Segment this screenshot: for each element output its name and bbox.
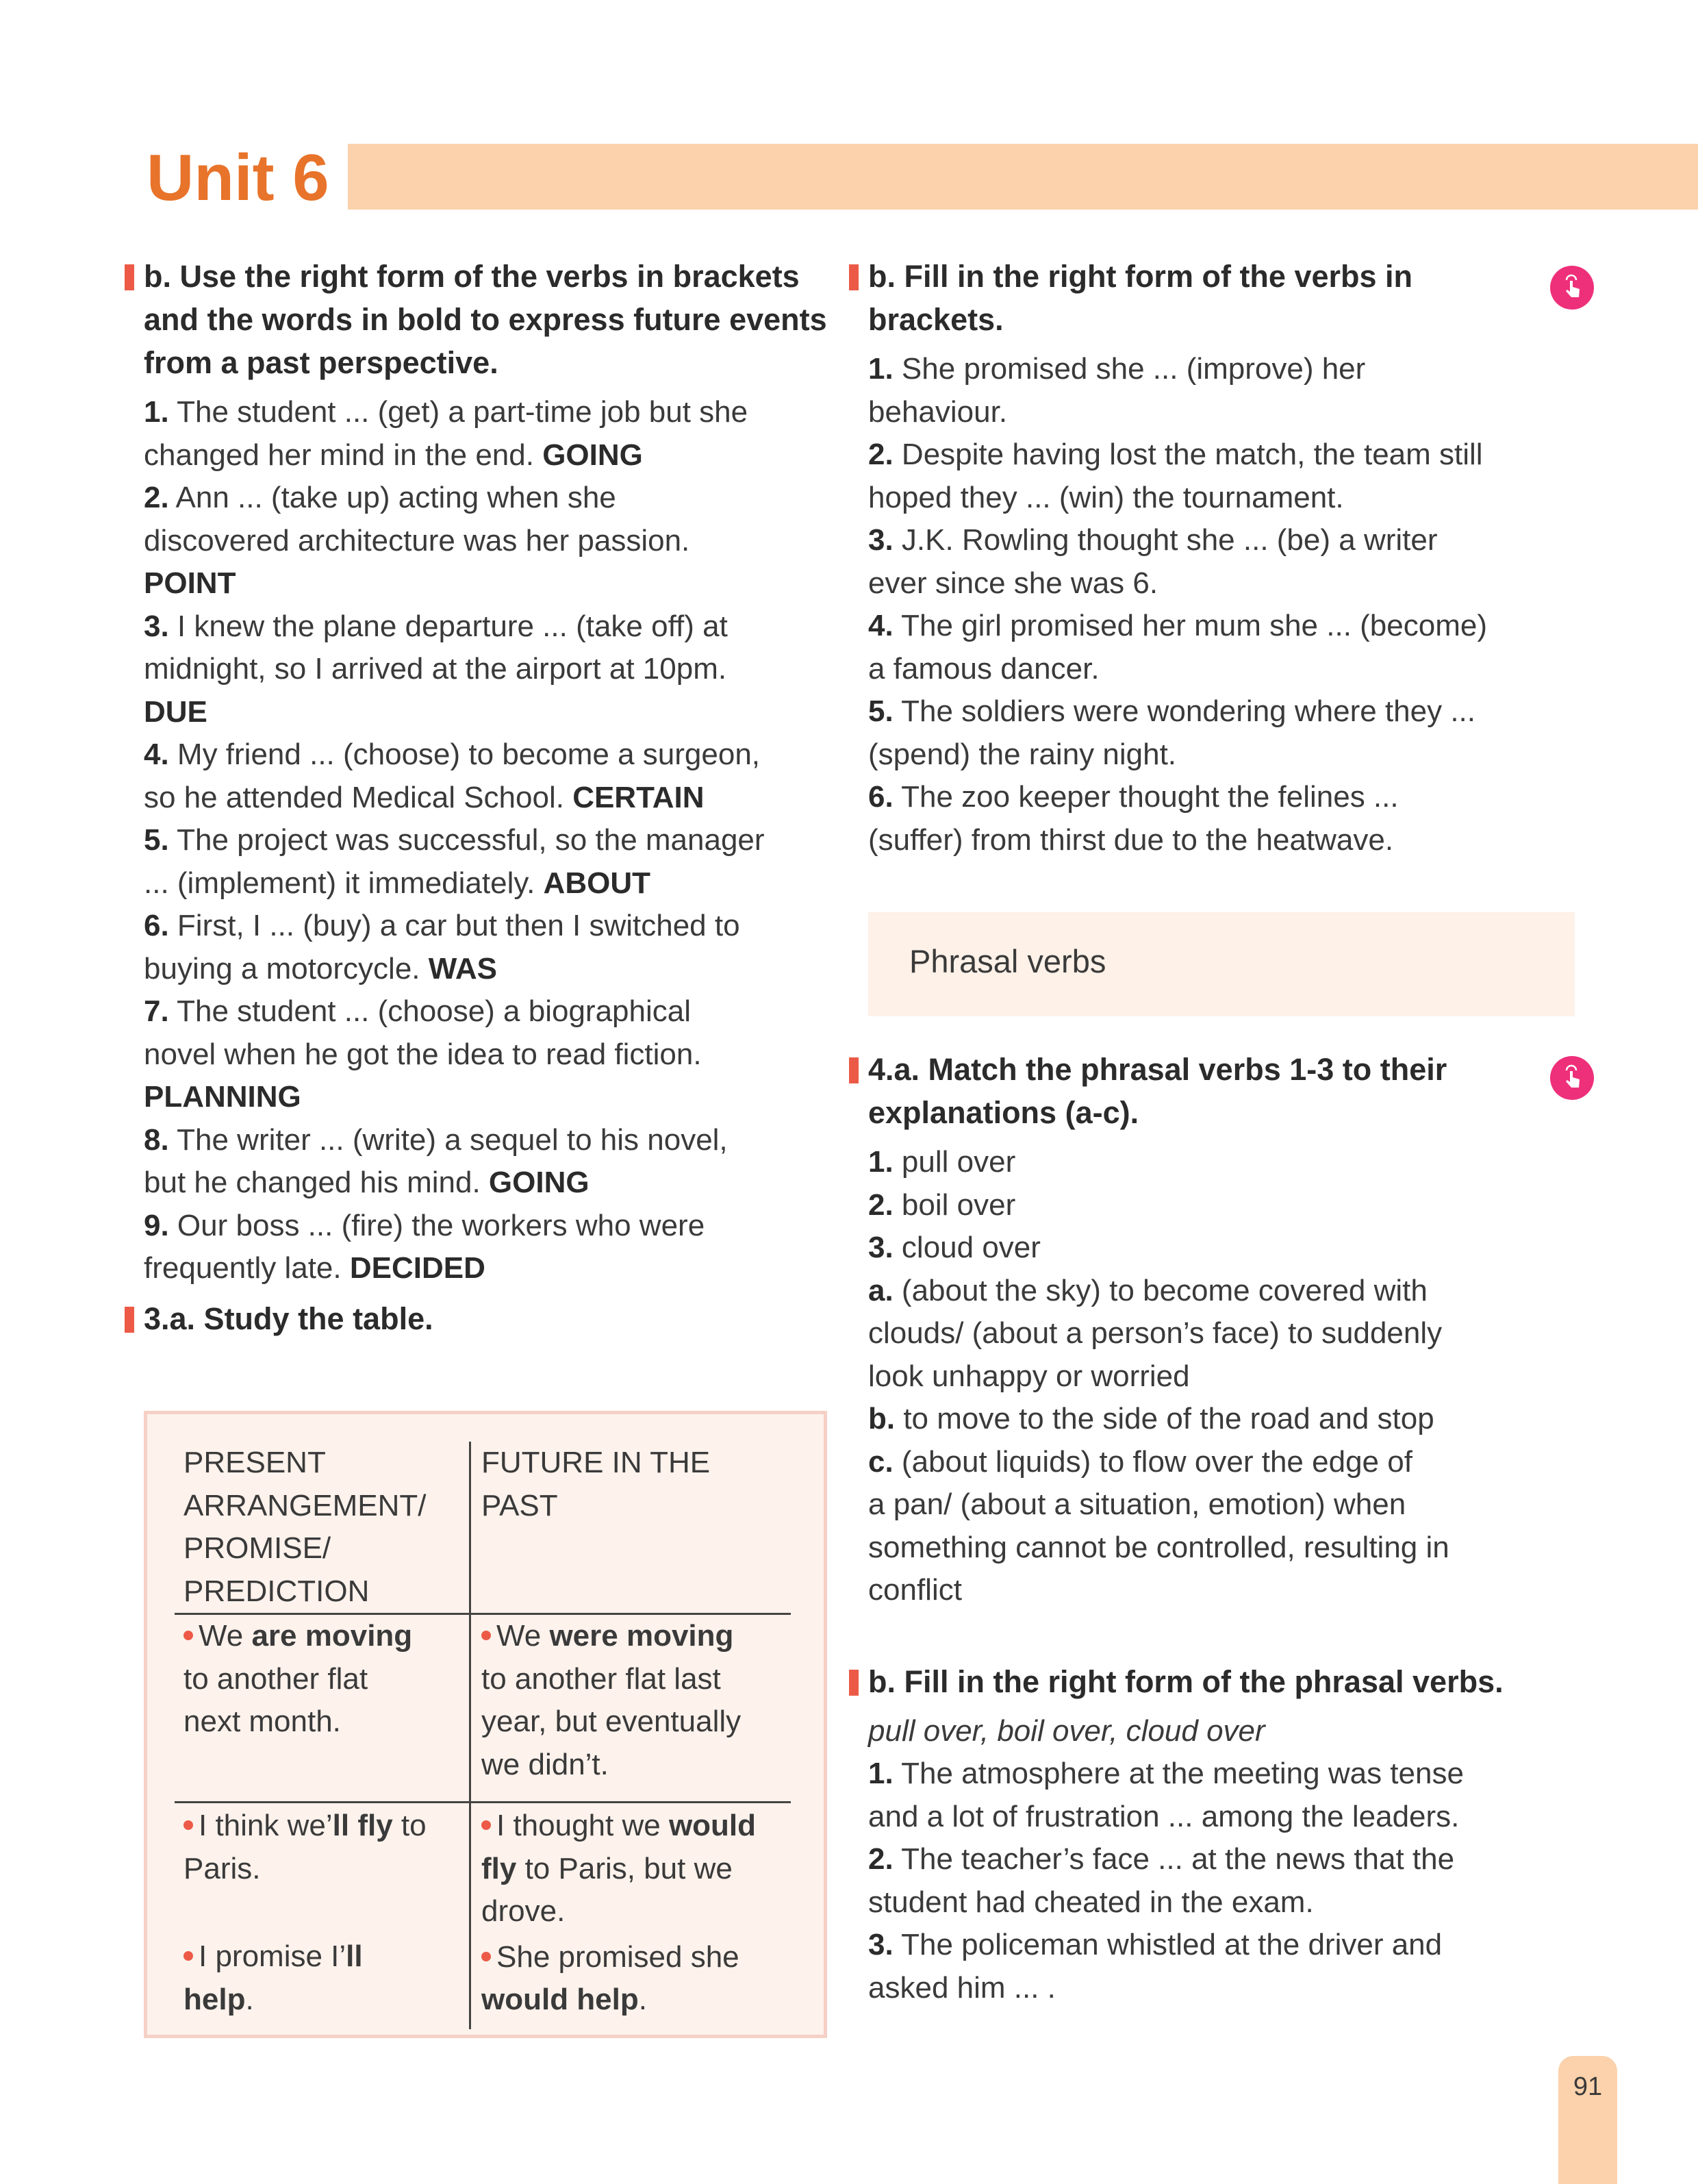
item-text: J.K. Rowling thought she ... (be) a writer [893,523,1438,557]
item-number: 3. [868,523,894,557]
touch-icon-glyph [1558,1064,1586,1092]
table-grid [175,1442,791,2029]
keyword: DECIDED [349,1251,485,1285]
exercise-line [144,562,835,605]
phrasal-verbs-box [868,912,1575,1016]
exercise-line [144,862,835,905]
table-cell [175,1615,471,1801]
exercise-3a-heading: 3.a. Study the table. [144,1297,835,1340]
exercise-line [868,819,1573,862]
cell-text: We [199,1619,252,1653]
item-text: The soldiers were wondering where they ... [893,694,1475,728]
exercise-line [868,1398,1573,1441]
cell-text: I think we’ [199,1809,333,1842]
header-present-line: PROMISE/ [183,1531,331,1565]
exercise-line [868,1967,1573,2010]
keyword: POINT [144,566,236,600]
cell-bold: ll fly [332,1809,393,1842]
exercise-b-fill-heading: b. Fill in the right form of the verbs in brackets. [868,255,1484,341]
header-present-line: PRESENT [183,1446,326,1479]
item-text: (suffer) from thirst due to the heatwave. [868,823,1394,857]
item-number: 7. [144,994,169,1028]
keyword: PLANNING [144,1080,301,1114]
table-row [175,1803,791,2029]
cell-text: to another flat [183,1661,368,1696]
page-number: 91 [1573,2072,1603,2101]
exercise-line [144,948,835,991]
item-text: (about the sky) to become covered with [893,1273,1428,1307]
item-text: so he attended Medical School. [144,780,573,814]
item-number: b. [868,1402,896,1435]
exercise-line [868,1270,1573,1313]
item-text: The student ... (choose) a biographical [168,994,692,1028]
item-number: 1. [144,395,169,429]
keyword: DUE [144,694,207,729]
item-text: behaviour. [868,394,1008,429]
touch-icon[interactable] [1550,1056,1594,1100]
item-text: The teacher’s face ... at the news that the [893,1842,1455,1876]
item-text: novel when he got the idea to read fiction. [144,1037,702,1071]
header-future-line: FUTURE IN THE [481,1446,711,1479]
table-header-row [175,1442,791,1613]
touch-icon-glyph [1558,274,1586,301]
exercise-line [868,1441,1573,1484]
item-text: midnight, so I arrived at the airport at 10pm. [144,652,727,686]
item-text: The atmosphere at the meeting was tense [893,1757,1464,1790]
cell-text: year, but eventually [481,1705,742,1738]
item-number: 6. [144,909,169,942]
exercise-line [868,1881,1573,1924]
exercise-line [868,1924,1573,1967]
item-number: 4. [144,738,169,771]
exercise-line [144,520,835,563]
exercise-line [144,905,835,948]
item-text: frequently late. [144,1251,350,1285]
unit-header-band [348,144,1698,210]
exercise-line [868,1355,1573,1398]
item-text: hoped they ... (win) the tournament. [868,480,1344,514]
cell-bold: were moving [549,1619,734,1653]
left-column [144,255,835,1347]
item-number: 1. [868,1145,894,1179]
item-text: The girl promised her mum she ... (become) [893,609,1487,642]
right-column [868,255,1573,862]
cell-text: next month. [183,1705,341,1738]
cell-bold: would [668,1809,757,1842]
cell-text: I promise I’ [199,1940,346,1973]
keyword: GOING [488,1166,590,1199]
item-text: a famous dancer. [868,651,1100,686]
header-present-line: ARRANGEMENT/ [183,1488,427,1522]
cell-text: to [392,1809,427,1842]
table-cell [175,1803,471,2029]
item-text: Ann ... (take up) acting when she [168,481,616,514]
keyword: GOING [542,438,643,472]
exercise-line [868,391,1573,434]
item-text: The policeman whistled at the driver and [893,1928,1443,1961]
item-text: The zoo keeper thought the felines ... [893,780,1399,814]
item-text: something cannot be controlled, resulting in [868,1530,1449,1564]
item-text: cloud over [893,1231,1041,1264]
item-number: 3. [144,609,169,643]
exercise-b-lines [144,391,835,1290]
exercise-line [868,648,1573,691]
exercise-4a-heading: 4.a. Match the phrasal verbs 1-3 to their explanations (a-c). [868,1048,1525,1134]
keyword: ABOUT [543,866,650,900]
exercise-4-block [868,1048,1573,2009]
table-cell [471,1803,791,2029]
cell-bold: are moving [251,1619,413,1653]
item-number: 2. [868,1842,894,1876]
item-text: Despite having lost the match, the team still [893,438,1483,471]
exercise-line [144,1162,835,1205]
exercise-line [868,1227,1573,1270]
cell-bold: fly [481,1851,517,1885]
exercise-line [144,1076,835,1119]
exercise-line [868,434,1573,477]
bullet-dot [481,1952,491,1961]
item-text: look unhappy or worried [868,1359,1190,1393]
exercise-line [868,519,1573,562]
exercise-line [868,1796,1573,1839]
item-text: to move to the side of the road and stop [895,1402,1434,1435]
table-row [175,1615,791,1801]
item-text: The student ... (get) a part-time job but she [168,395,748,429]
exercise-b-heading: b. Use the right form of the verbs in brackets and the words in bold to express future events from a past perspective. [144,255,835,384]
cell-text: I thought we [496,1809,669,1842]
item-text: The writer ... (write) a sequel to his novel, [168,1122,728,1157]
header-future-line: PAST [481,1488,558,1522]
exercise-line [144,1205,835,1248]
exercise-line [868,1838,1573,1881]
exercise-line [144,434,835,477]
item-text: ever since she was 6. [868,566,1158,600]
item-number: 2. [144,481,169,514]
item-number: 1. [868,1757,894,1790]
cell-text: we didn’t. [481,1747,609,1781]
exercise-line [144,1033,835,1077]
item-text: changed her mind in the end. [144,438,543,472]
item-number: 1. [868,352,894,386]
item-number: 9. [144,1208,169,1242]
bullet-dot [183,1631,193,1640]
bullet-dot [183,1951,193,1961]
item-number: 3. [868,1231,894,1264]
header-present-cell [175,1442,471,1613]
exercise-line [868,1312,1573,1355]
item-text: student had cheated in the exam. [868,1885,1314,1919]
exercise-line [868,1527,1573,1570]
exercise-4a-lines [868,1141,1573,1612]
item-text: My friend ... (choose) to become a surgeon, [168,738,761,771]
item-text: discovered architecture was her passion. [144,523,690,557]
exercise-line [144,605,835,649]
cell-text: to Paris, but we [516,1851,733,1885]
exercise-line [144,1247,835,1290]
item-text: boil over [893,1188,1016,1222]
exercise-line [868,348,1573,391]
exercise-line [868,776,1573,819]
exercise-line [868,562,1573,605]
item-text: ... (implement) it immediately. [144,866,544,900]
cell-text: Paris. [183,1851,261,1885]
item-text: but he changed his mind. [144,1166,489,1199]
keyword: WAS [428,951,497,986]
item-number: c. [868,1444,894,1479]
exercise-line [144,990,835,1033]
item-text: a pan/ (about a situation, emotion) when [868,1488,1406,1521]
exercise-line [144,648,835,691]
exercise-line [144,477,835,520]
item-number: 6. [868,780,894,814]
exercise-4b-heading: b. Fill in the right form of the phrasal verbs. [868,1660,1525,1703]
table-cell [471,1615,791,1801]
cell-bold: help [183,1982,246,2016]
keyword: CERTAIN [572,780,705,814]
item-number: 3. [868,1928,894,1961]
exercise-line [144,691,835,734]
item-text: First, I ... (buy) a car but then I switched to [168,909,740,942]
exercise-line [144,391,835,434]
bullet-dot [183,1820,193,1830]
item-text: (about liquids) to flow over the edge of [893,1444,1412,1479]
cell-text: We [496,1619,550,1653]
unit-title: Unit 6 [147,141,329,214]
cell-text: to another flat last [481,1661,721,1696]
item-text: The project was successful, so the manager [168,823,765,857]
item-number: a. [868,1273,894,1307]
exercise-line [144,733,835,777]
item-text: conflict [868,1573,962,1607]
exercise-line [868,1141,1573,1184]
exercise-line [868,605,1573,648]
header-future-cell [471,1442,791,1613]
exercise-line [144,819,835,862]
cell-bold: would help [481,1983,639,2016]
exercise-line [868,690,1573,733]
item-text: clouds/ (about a person’s face) to suddenly [868,1316,1443,1350]
bullet-dot [481,1631,491,1640]
item-number: 8. [144,1122,169,1157]
cell-text: . [638,1983,647,2016]
cell-text: She promised she [496,1940,739,1974]
exercise-line [144,777,835,820]
exercise-line [868,733,1573,777]
item-text: She promised she ... (improve) her [893,352,1366,386]
item-text: Our boss ... (fire) the workers who were [168,1208,705,1242]
bullet-dot [481,1820,491,1830]
page-number-tab [1558,2056,1617,2184]
exercise-line [868,477,1573,520]
header-present-line: PREDICTION [183,1574,370,1608]
item-text: (spend) the rainy night. [868,737,1177,771]
cell-text: . [245,1982,254,2016]
cell-text: drove. [481,1894,566,1928]
exercise-b-fill-lines [868,348,1573,862]
item-text: I knew the plane departure ... (take off) at [168,609,728,643]
item-text: and a lot of frustration ... among the leaders. [868,1799,1460,1833]
phrasal-verbs-label: Phrasal verbs [909,943,1106,979]
exercise-line [868,1184,1573,1227]
exercise-line [868,1569,1573,1612]
touch-icon[interactable] [1550,266,1594,310]
item-text: buying a motorcycle. [144,951,429,986]
item-number: 4. [868,609,894,642]
item-text: asked him ... . [868,1970,1056,2005]
item-number: 2. [868,438,894,471]
item-number: 5. [868,694,894,728]
item-text: pull over [893,1145,1016,1179]
word-list: pull over, boil over, cloud over [868,1714,1265,1748]
exercise-line [868,1483,1573,1527]
grammar-table [144,1411,827,2038]
item-number: 5. [144,823,169,857]
exercise-line [868,1753,1573,1796]
exercise-4b-lines [868,1753,1573,2009]
item-number: 2. [868,1188,894,1222]
exercise-line [144,1119,835,1162]
cell-bold: ll [346,1940,363,1973]
